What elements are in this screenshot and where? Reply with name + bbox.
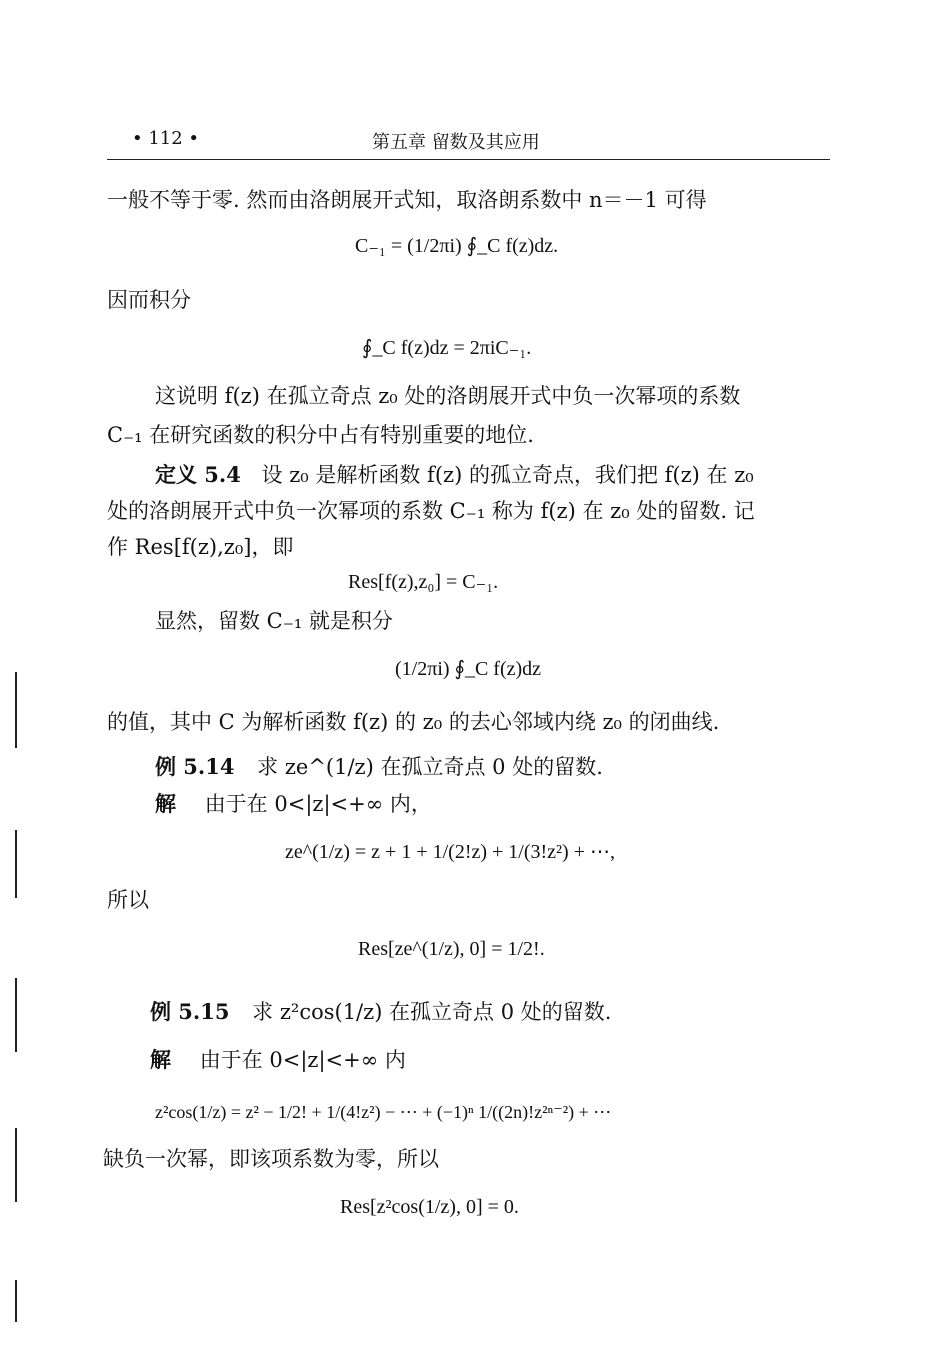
definition-text-c: 作 Res[f(z),z₀]，即 bbox=[107, 535, 294, 559]
definition-text-a: 设 z₀ 是解析函数 f(z) 的孤立奇点，我们把 f(z) 在 z₀ bbox=[261, 463, 754, 487]
paragraph-4: 显然，留数 C₋₁ 就是积分 bbox=[155, 609, 393, 633]
solution-15-text: 由于在 0<|z|<+∞ 内 bbox=[199, 1048, 406, 1072]
chapter-title: 第五章 留数及其应用 bbox=[372, 132, 540, 153]
paragraph-1: 一般不等于零. 然而由洛朗展开式知，取洛朗系数中 n＝－1 可得 bbox=[107, 188, 707, 212]
equation-3: Res[f(z),z₀] = C₋₁. bbox=[348, 571, 499, 593]
paragraph-3b: C₋₁ 在研究函数的积分中占有特别重要的地位. bbox=[107, 423, 534, 447]
definition-block bbox=[155, 461, 754, 489]
definition-label: 定义 5.4 bbox=[155, 462, 241, 487]
equation-4: (1/2πi) ∮_C f(z)dz bbox=[395, 658, 542, 680]
margin-bar bbox=[15, 1128, 17, 1202]
paragraph-7: 缺负一次幂，即该项系数为零，所以 bbox=[103, 1147, 439, 1171]
equation-6: Res[ze^(1/z), 0] = 1/2!. bbox=[358, 938, 545, 960]
header-rule bbox=[107, 159, 830, 160]
equation-8: Res[z²cos(1/z), 0] = 0. bbox=[340, 1196, 519, 1218]
example-14 bbox=[155, 753, 603, 781]
example-15-text: 求 z²cos(1/z) 在孤立奇点 0 处的留数. bbox=[252, 1000, 612, 1024]
equation-7: z²cos(1/z) = z² − 1/2! + 1/(4!z²) − ⋯ + (−1)ⁿ 1/((2n)!z²ⁿ⁻²) + ⋯ bbox=[155, 1102, 612, 1122]
paragraph-2: 因而积分 bbox=[107, 288, 191, 312]
example-14-label: 例 5.14 bbox=[155, 754, 235, 779]
solution-15 bbox=[150, 1046, 406, 1074]
solution-15-label: 解 bbox=[150, 1047, 171, 1072]
solution-14-label: 解 bbox=[155, 791, 176, 816]
equation-2: ∮_C f(z)dz = 2πiC₋₁. bbox=[362, 337, 532, 359]
example-15-label: 例 5.15 bbox=[150, 999, 230, 1024]
solution-14 bbox=[155, 790, 432, 818]
page-number: • 112 • bbox=[132, 128, 200, 149]
paragraph-6: 所以 bbox=[107, 888, 149, 912]
paragraph-3a: 这说明 f(z) 在孤立奇点 z₀ 处的洛朗展开式中负一次幂项的系数 bbox=[155, 384, 741, 408]
margin-bar bbox=[15, 830, 17, 898]
equation-5: ze^(1/z) = z + 1 + 1/(2!z) + 1/(3!z²) + ⋯, bbox=[285, 841, 615, 863]
example-15 bbox=[150, 998, 611, 1026]
equation-1: C₋₁ = (1/2πi) ∮_C f(z)dz. bbox=[355, 235, 559, 257]
margin-bar bbox=[15, 978, 17, 1052]
solution-14-text: 由于在 0<|z|<+∞ 内， bbox=[204, 792, 432, 816]
example-14-text: 求 ze^(1/z) 在孤立奇点 0 处的留数. bbox=[257, 755, 603, 779]
definition-text-b: 处的洛朗展开式中负一次幂项的系数 C₋₁ 称为 f(z) 在 z₀ 处的留数. 记 bbox=[107, 499, 755, 523]
margin-bar bbox=[15, 672, 17, 748]
paragraph-5: 的值，其中 C 为解析函数 f(z) 的 z₀ 的去心邻域内绕 z₀ 的闭曲线. bbox=[107, 710, 720, 734]
margin-bar bbox=[15, 1280, 17, 1322]
